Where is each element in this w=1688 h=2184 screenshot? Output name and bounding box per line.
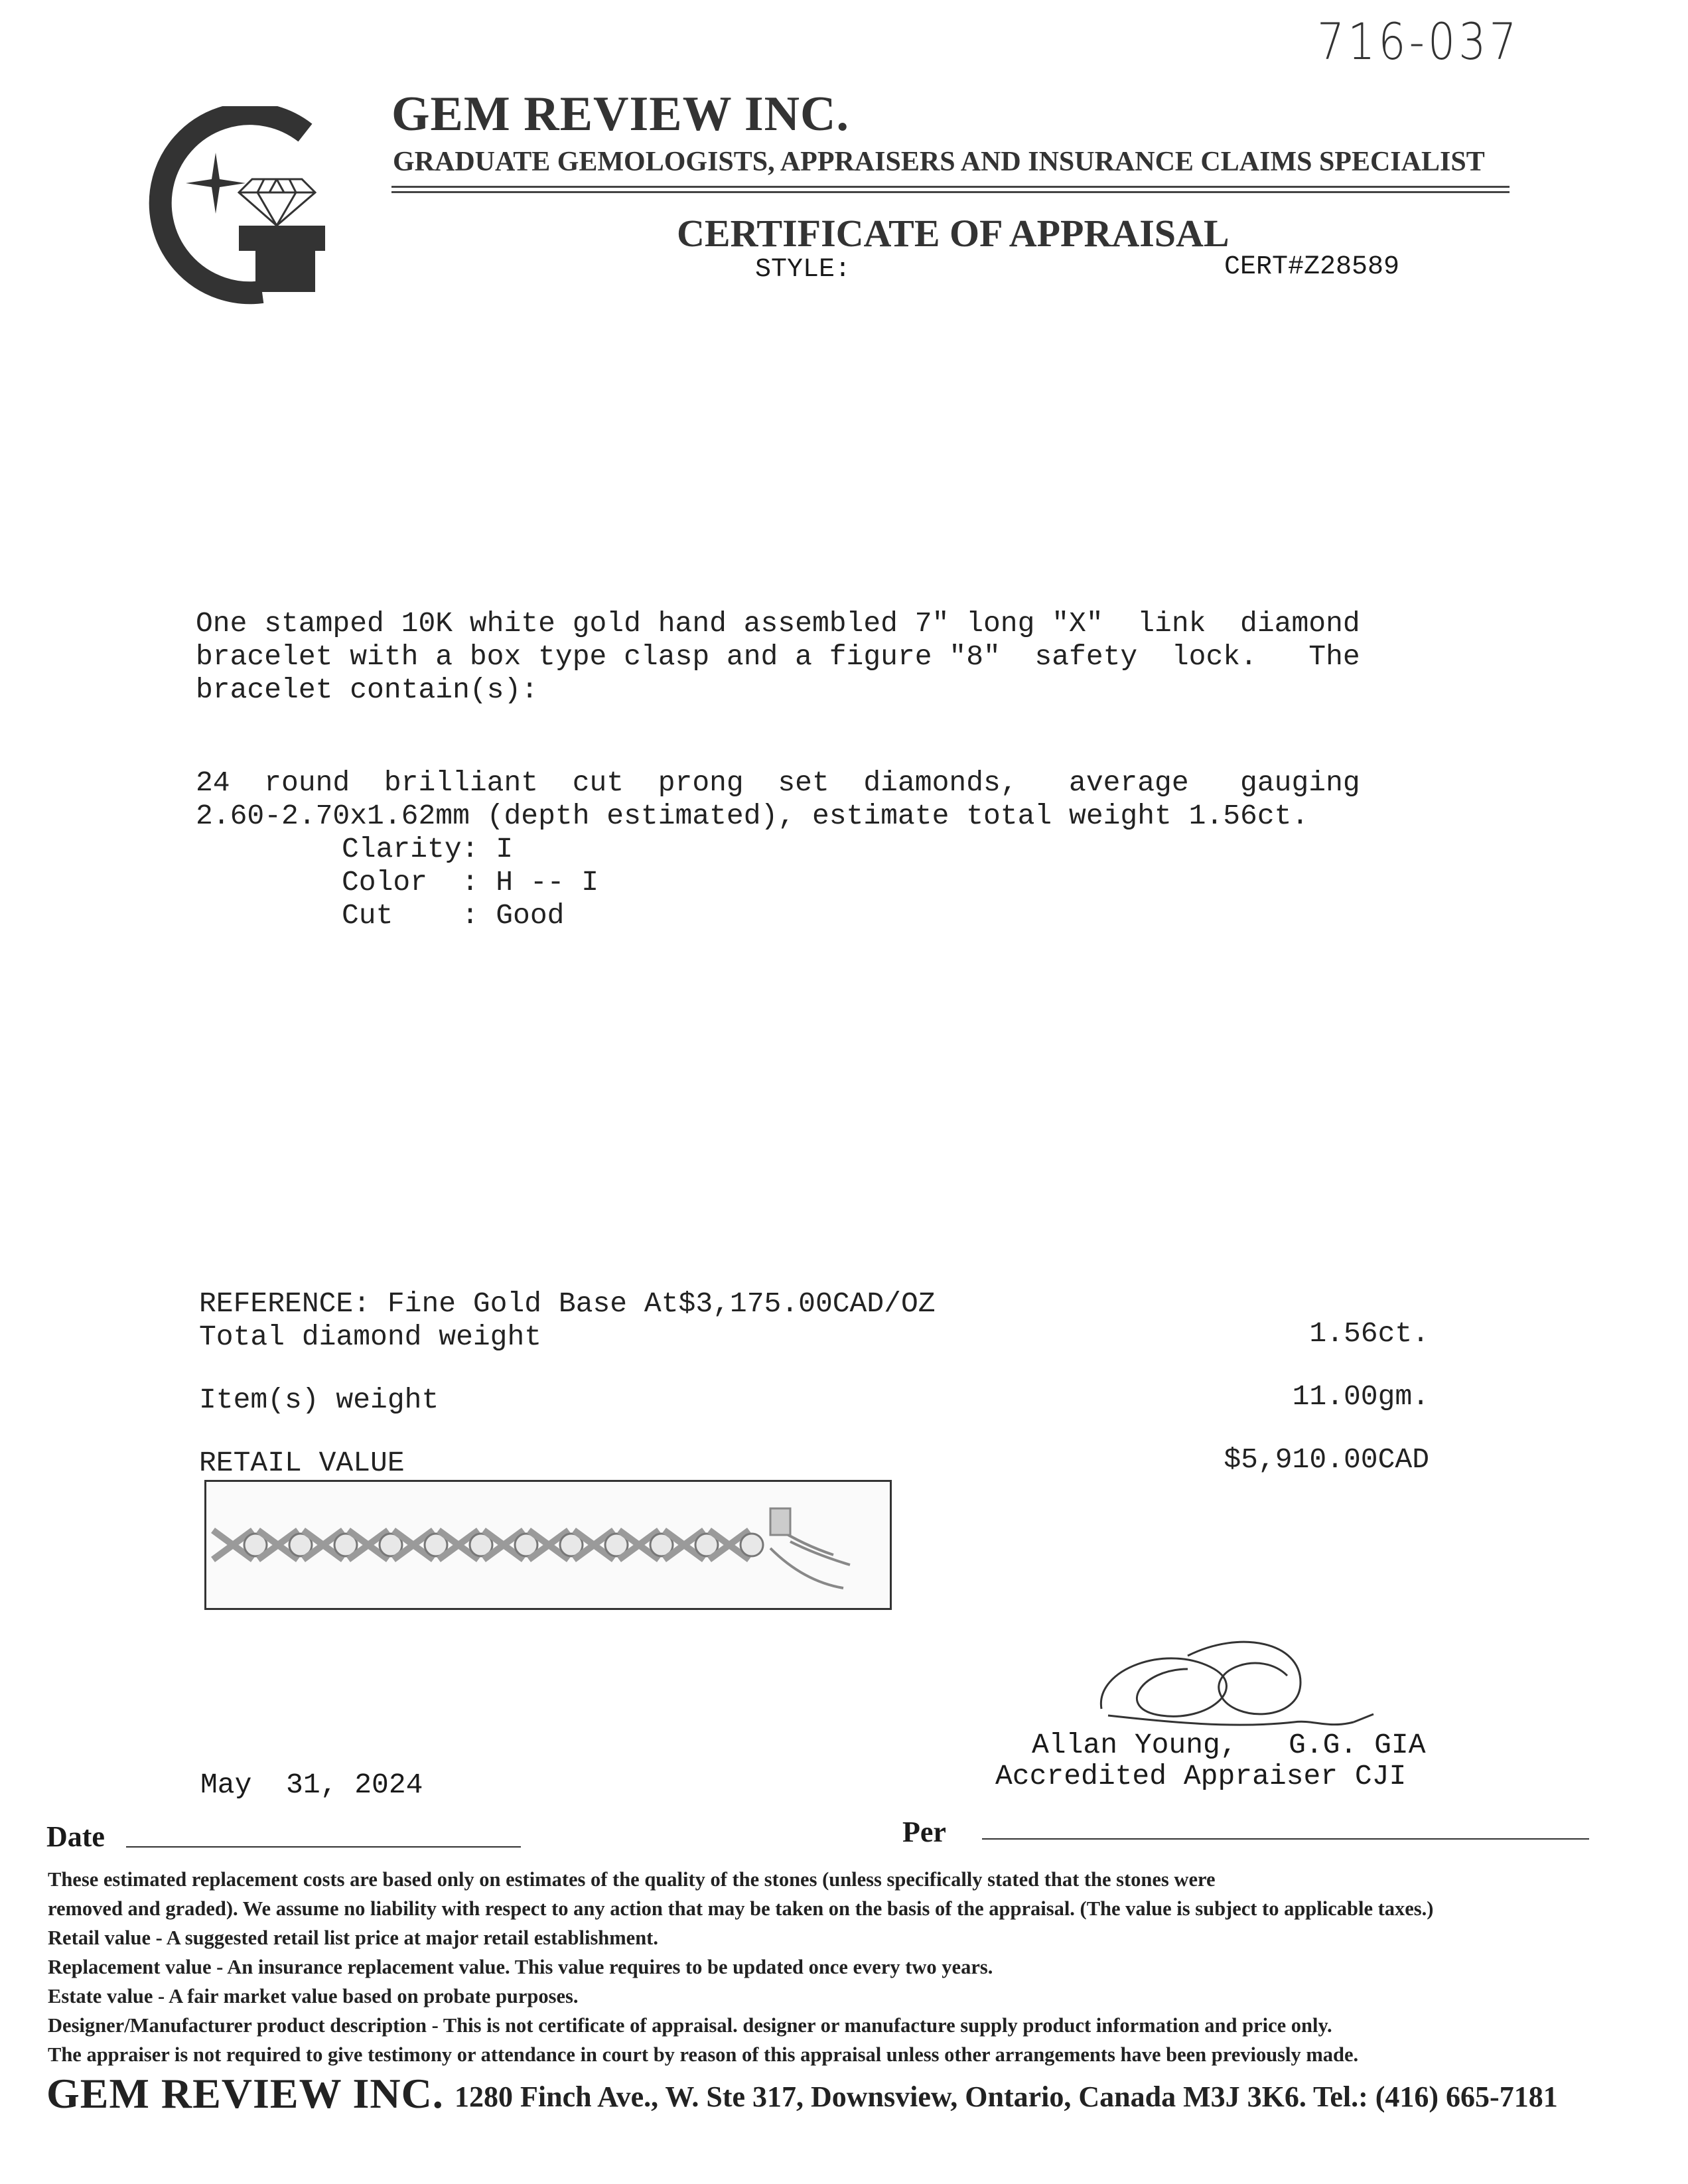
disclaimer-line: Designer/Manufacturer product description - This is not certificate of appraisal. designer or manufacture supply product information and price only. xyxy=(48,2014,1332,2037)
item-weight-label: Item(s) weight xyxy=(199,1384,439,1416)
footer-company-name: GEM REVIEW INC. xyxy=(46,2070,444,2117)
appraisal-date: May 31, 2024 xyxy=(200,1769,423,1801)
disclaimer-line: Estate value - A fair market value based on probate purposes. xyxy=(48,1985,579,2007)
appraiser-signature xyxy=(1088,1629,1393,1742)
retail-value-label: RETAIL VALUE xyxy=(199,1447,405,1479)
footer-address: 1280 Finch Ave., W. Ste 317, Downsview, Ontario, Canada M3J 3K6. Tel.: (416) 665-7181 xyxy=(455,2080,1558,2113)
disclaimer xyxy=(48,1865,1653,2069)
gem-review-logo-icon xyxy=(139,106,338,305)
item-weight-value: 11.00gm. xyxy=(1292,1380,1429,1413)
company-tagline: GRADUATE GEMOLOGISTS, APPRAISERS AND INSURANCE CLAIMS SPECIALIST xyxy=(393,147,1485,177)
certificate-number: CERT#Z28589 xyxy=(1224,252,1400,282)
per-label: Per xyxy=(902,1816,946,1848)
date-label: Date xyxy=(46,1820,105,1853)
bracelet-photo xyxy=(204,1480,892,1610)
company-name: GEM REVIEW INC. xyxy=(391,87,849,141)
disclaimer-line: Retail value - A suggested retail list price at major retail establishment. xyxy=(48,1927,658,1949)
disclaimer-line: These estimated replacement costs are based only on estimates of the quality of the stones (unless specifically stated that the stones were xyxy=(48,1868,1216,1891)
bracelet-image xyxy=(206,1482,890,1608)
gold-base-reference: REFERENCE: Fine Gold Base At$3,175.00CAD/OZ xyxy=(199,1287,936,1320)
style-label: STYLE: xyxy=(755,255,851,285)
stone-grades: Clarity: I Color : H -- I Cut : Good xyxy=(342,833,599,932)
handwritten-reference-number: 716-037 xyxy=(1317,12,1520,71)
disclaimer-line: Replacement value - An insurance replacement value. This value requires to be updated once every two years. xyxy=(48,1956,993,1978)
date-signature-line xyxy=(126,1846,521,1848)
disclaimer-line: The appraiser is not required to give testimony or attendance in court by reason of this appraisal unless other arrangements have been previously made. xyxy=(48,2043,1359,2066)
appraiser-name: Allan Young, G.G. GIA xyxy=(1032,1729,1426,1761)
item-description: One stamped 10K white gold hand assembled 7" long "X" link diamond bracelet with a box type clasp and a figure "8" safety lock. The bracelet contain(s): xyxy=(196,607,1360,706)
header-divider xyxy=(391,186,1510,188)
total-diamond-weight-label: Total diamond weight xyxy=(199,1321,542,1353)
retail-value-amount: $5,910.00CAD xyxy=(1224,1443,1429,1476)
appraiser-title: Accredited Appraiser CJI xyxy=(995,1760,1407,1792)
disclaimer-line: removed and graded). We assume no liability with respect to any action that may be taken on the basis of the appraisal. (The value is subject to applicable taxes.) xyxy=(48,1897,1434,1920)
document-title: CERTIFICATE OF APPRAISAL xyxy=(677,212,1230,255)
total-diamond-weight-value: 1.56ct. xyxy=(1309,1317,1429,1350)
header-divider xyxy=(391,191,1510,193)
stone-details: 24 round brilliant cut prong set diamonds, average gauging 2.60-2.70x1.62mm (depth estimated), estimate total weight 1.56ct. xyxy=(196,766,1360,832)
per-signature-line xyxy=(982,1838,1589,1840)
bracelet-diamond xyxy=(740,1534,763,1556)
